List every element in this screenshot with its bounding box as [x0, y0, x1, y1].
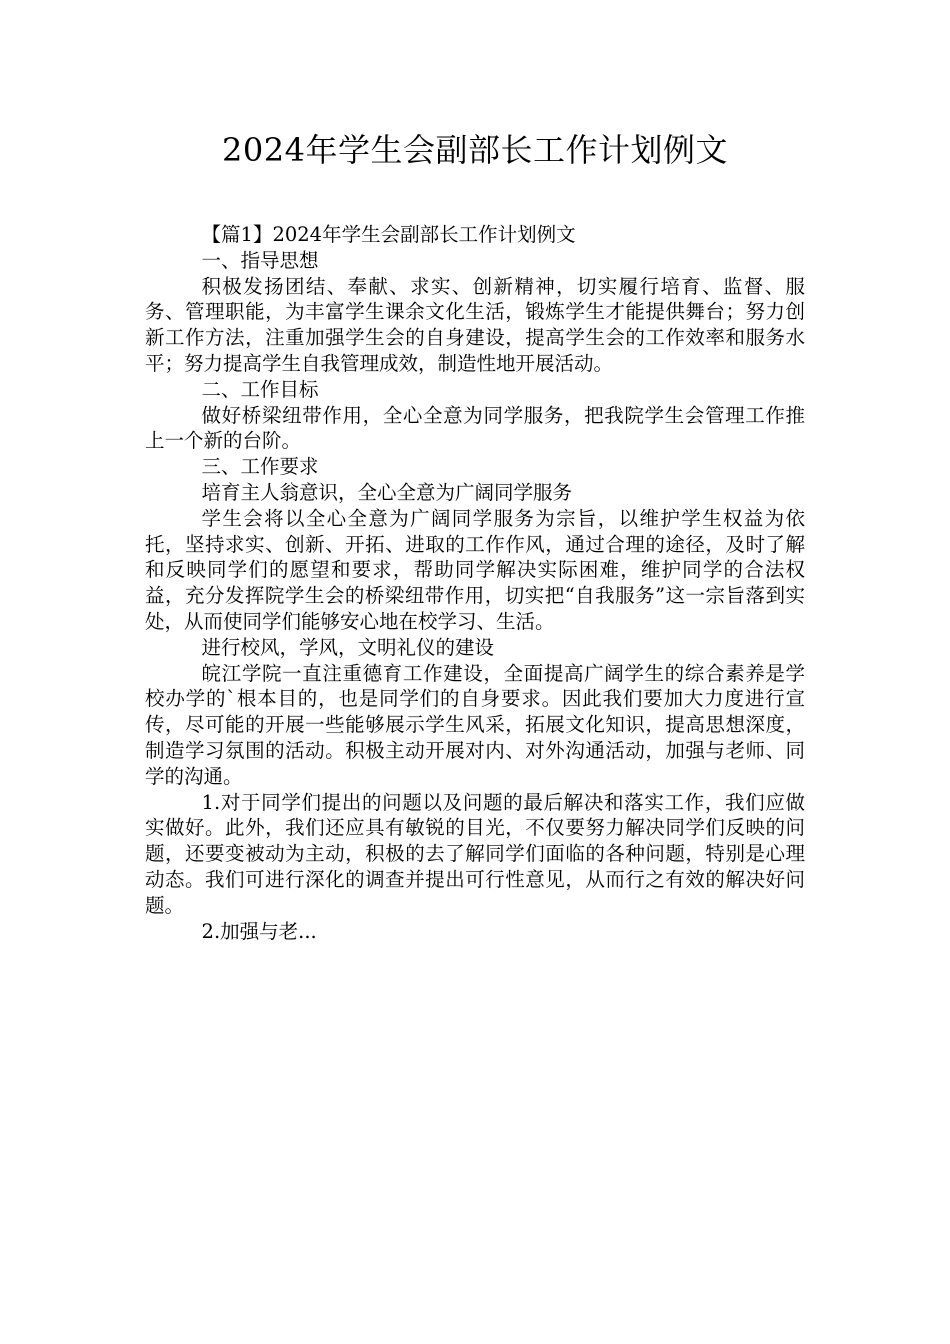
paragraph-item-2: 2.加强与老...	[201, 919, 317, 943]
section-heading-guiding-thought: 一、指导思想	[201, 248, 319, 272]
subheading-school-culture: 进行校风，学风，文明礼仪的建设	[201, 635, 495, 659]
paragraph-school-culture: 皖江学院一直注重德育工作建设，全面提高广阔学生的综合素养是学校办学的`根本目的，也是同学们的自身要求。因此我们要加大力度进行宣传，尽可能的开展一些能够展示学生风采，拓展文化知识，提高思想深度，制造学习氛围的活动。积极主动开展对内、对外沟通活动，加强与老师、同学的沟通。	[145, 661, 805, 788]
paragraph-work-goal: 做好桥梁纽带作用，全心全意为同学服务，把我院学生会管理工作推上一个新的台阶。	[145, 403, 805, 453]
section-heading-work-goal: 二、工作目标	[201, 377, 319, 401]
paragraph-ownership: 学生会将以全心全意为广阔同学服务为宗旨，以维护学生权益为依托，坚持求实、创新、开拓、进取的工作作风，通过合理的途径，及时了解和反映同学们的愿望和要求，帮助同学解决实际困难，维护同学的合法权益，充分发挥院学生会的桥梁纽带作用，切实把“自我服务”这一宗旨落到实处，从而使同学们能够安心地在校学习、生活。	[145, 506, 805, 633]
paragraph-item-1: 1.对于同学们提出的问题以及问题的最后解决和落实工作，我们应做实做好。此外，我们还应具有敏锐的目光，不仅要努力解决同学们反映的问题，还要变被动为主动，积极的去了解同学们面临的各种问题，特别是心理动态。我们可进行深化的调查并提出可行性意见，从而行之有效的解决好问题。	[145, 790, 805, 917]
paragraph-guiding-thought: 积极发扬团结、奉献、求实、创新精神，切实履行培育、监督、服务、管理职能，为丰富学生课余文化生活，锻炼学生才能提供舞台；努力创新工作方法，注重加强学生会的自身建设，提高学生会的工作效率和服务水平；努力提高学生自我管理成效，制造性地开展活动。	[145, 274, 805, 375]
document-body	[145, 222, 805, 944]
subheading-ownership: 培育主人翁意识，全心全意为广阔同学服务	[201, 480, 573, 504]
section-heading-work-requirements: 三、工作要求	[201, 455, 319, 479]
article-heading: 【篇1】2024年学生会副部长工作计划例文	[201, 223, 576, 246]
document-title: 2024年学生会副部长工作计划例文	[222, 131, 728, 169]
